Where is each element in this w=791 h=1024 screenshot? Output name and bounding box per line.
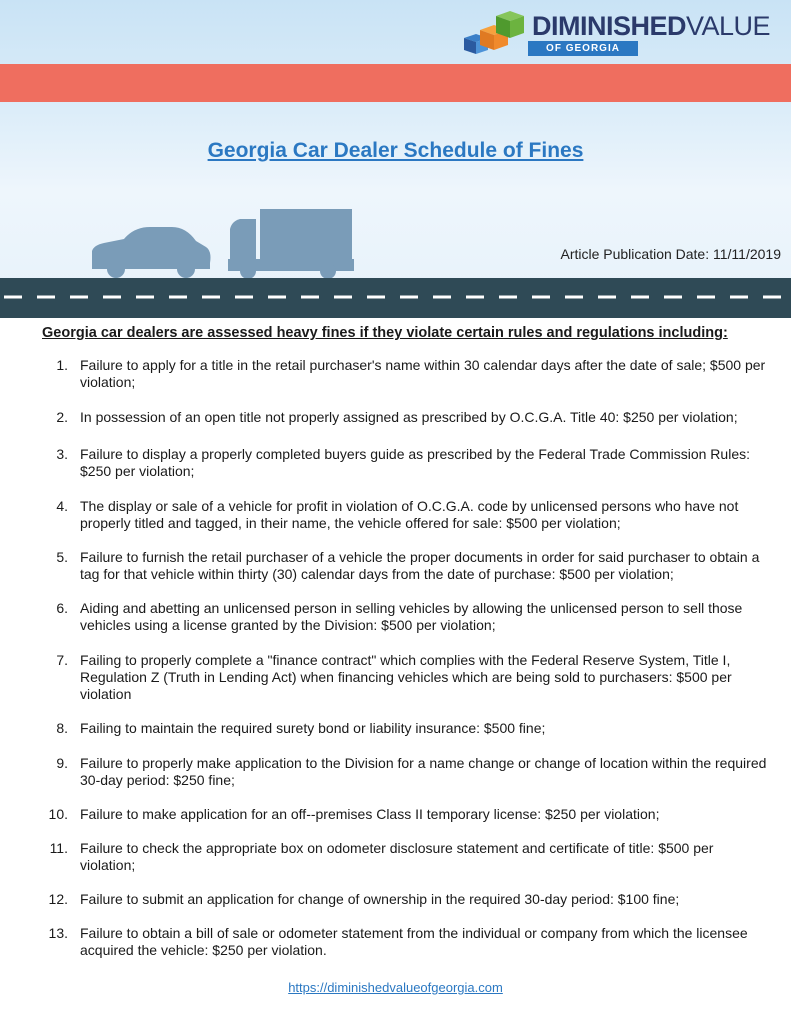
item-text: Failure to make application for an off--premises Class II temporary license: $250 per violation;	[80, 806, 660, 822]
item-text: Failure to check the appropriate box on odometer disclosure statement and certificate of title: $500 per violation;	[80, 840, 714, 873]
list-item	[40, 755, 768, 789]
list-item	[40, 720, 768, 737]
vehicles-illustration	[90, 205, 360, 279]
list-item	[40, 600, 768, 634]
item-number: 12.	[48, 891, 68, 907]
accent-band	[0, 64, 791, 102]
list-item	[40, 446, 768, 480]
list-item	[40, 652, 768, 703]
item-number: 7.	[56, 652, 68, 668]
brand-name-bold: DIMINISHED	[532, 11, 687, 41]
brand-name-light: VALUE	[686, 11, 771, 41]
item-text: Failing to maintain the required surety bond or liability insurance: $500 fine;	[80, 720, 546, 736]
list-item	[40, 925, 768, 959]
list-item	[40, 409, 768, 426]
list-item	[40, 498, 768, 532]
item-text: Failure to furnish the retail purchaser of a vehicle the proper documents in order for said purchaser to obtain a tag for that vehicle within thirty (30) calendar days from the date of purchase: $500 per violation;	[80, 549, 760, 582]
page-title: Georgia Car Dealer Schedule of Fines	[207, 139, 584, 162]
item-number: 8.	[56, 720, 68, 736]
road-illustration	[0, 278, 791, 318]
truck-icon	[228, 209, 354, 279]
item-text: Aiding and abetting an unlicensed person in selling vehicles by allowing the unlicensed person to sell those vehicles using a license granted by the Division: $500 per violation;	[80, 600, 743, 633]
item-number: 3.	[56, 446, 68, 462]
item-number: 13.	[48, 925, 68, 941]
item-text: In possession of an open title not properly assigned as prescribed by O.C.G.A. Title 40: $250 per violation;	[80, 409, 738, 425]
item-text: Failure to submit an application for change of ownership in the required 30-day period: $100 fine;	[80, 891, 680, 907]
item-number: 9.	[56, 755, 68, 771]
item-number: 5.	[56, 549, 68, 565]
cubes-logo-icon	[462, 8, 528, 58]
item-text: The display or sale of a vehicle for profit in violation of O.C.G.A. code by unlicensed persons who have not properly titled and tagged, in their name, the vehicle offered for sale: $500 per violation;	[80, 498, 739, 531]
item-number: 10.	[48, 806, 68, 822]
list-item	[40, 549, 768, 583]
item-text: Failure to properly make application to the Division for a name change or change of location within the required 30-day period: $250 fine;	[80, 755, 767, 788]
item-text: Failure to display a properly completed buyers guide as prescribed by the Federal Trade Commission Rules: $250 per violation;	[80, 446, 750, 479]
website-link[interactable]: https://diminishedvalueofgeorgia.com	[288, 980, 503, 995]
brand-tagline: OF GEORGIA	[528, 41, 638, 56]
brand-name	[532, 11, 770, 42]
list-item	[40, 806, 768, 823]
item-number: 6.	[56, 600, 68, 616]
list-item	[40, 357, 768, 391]
item-number: 2.	[56, 409, 68, 425]
item-number: 11.	[49, 840, 68, 856]
brand-logo[interactable]	[462, 8, 782, 58]
list-item	[40, 891, 768, 908]
car-icon	[92, 227, 211, 278]
item-text: Failure to apply for a title in the retail purchaser's name within 30 calendar days after the date of sale; $500 per violation;	[80, 357, 766, 390]
intro-heading: Georgia car dealers are assessed heavy fines if they violate certain rules and regulations including:	[42, 325, 728, 341]
list-item	[40, 840, 768, 874]
item-text: Failure to obtain a bill of sale or odometer statement from the individual or company from which the licensee acquired the vehicle: $250 per violation.	[80, 925, 748, 958]
item-text: Failing to properly complete a "finance contract" which complies with the Federal Reserve System, Title I, Regulation Z (Truth in Lending Act) when financing vehicles which are being sold to purchasers: $500 per violation	[80, 652, 732, 702]
publication-date: Article Publication Date: 11/11/2019	[560, 246, 781, 262]
item-number: 1.	[56, 357, 68, 373]
item-number: 4.	[56, 498, 68, 514]
